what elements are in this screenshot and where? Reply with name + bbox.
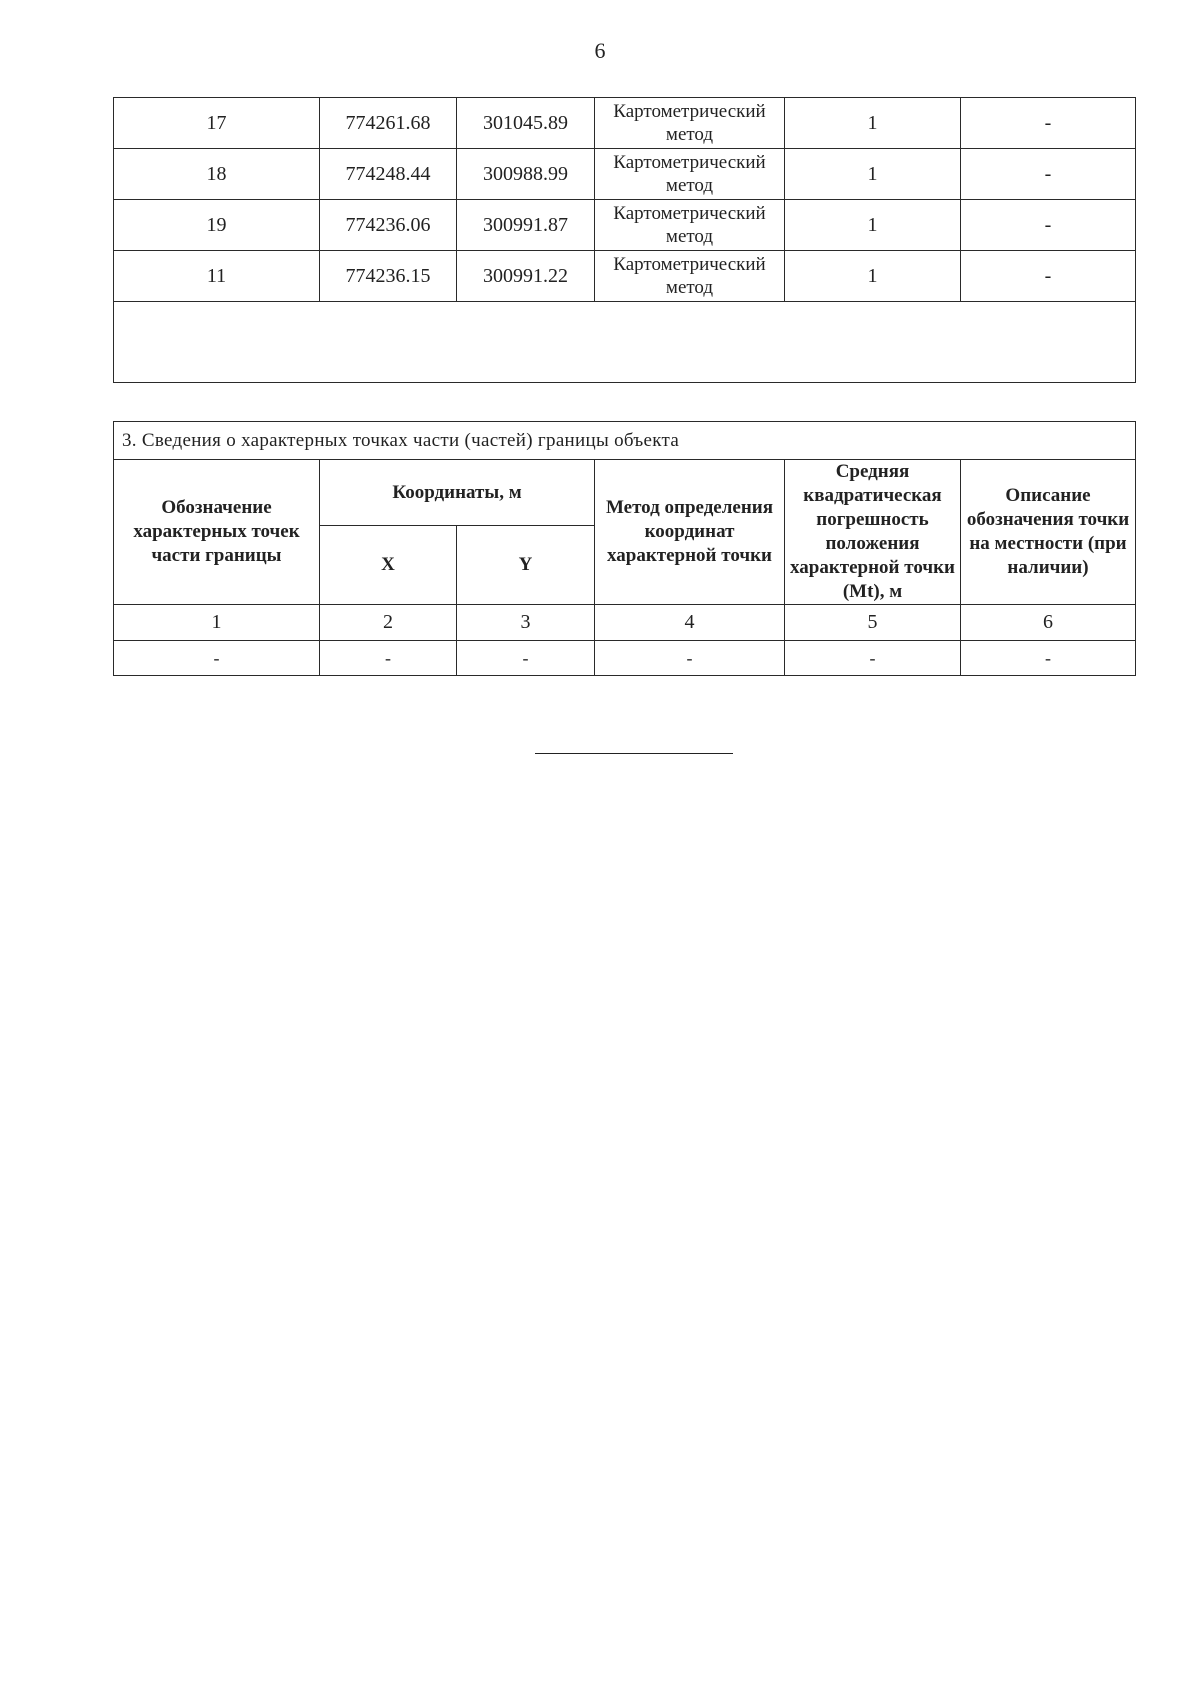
header-description: Описание обозначения точки на местности (при наличии) <box>961 460 1136 605</box>
header-x: X <box>320 526 457 605</box>
point-number: 18 <box>114 149 320 200</box>
header-mt: Средняя квадратическая погрешность положения характерной точки (Mt), м <box>785 460 961 605</box>
table-row <box>114 149 1136 200</box>
header-y: Y <box>457 526 595 605</box>
coord-y: 300988.99 <box>457 149 595 200</box>
empty-value: - <box>320 641 457 676</box>
mt-value: 1 <box>785 251 961 302</box>
coord-y: 301045.89 <box>457 98 595 149</box>
part-boundary-points-table <box>113 421 1136 676</box>
method: Картометрический метод <box>595 98 785 149</box>
column-number: 3 <box>457 605 595 641</box>
method: Картометрический метод <box>595 200 785 251</box>
section-title: 3. Сведения о характерных точках части (частей) границы объекта <box>114 422 1136 460</box>
table-row <box>114 98 1136 149</box>
coord-x: 774248.44 <box>320 149 457 200</box>
coord-y: 300991.87 <box>457 200 595 251</box>
point-number: 17 <box>114 98 320 149</box>
empty-cell <box>114 302 1136 383</box>
column-number: 5 <box>785 605 961 641</box>
description: - <box>961 251 1136 302</box>
method: Картометрический метод <box>595 251 785 302</box>
method: Картометрический метод <box>595 149 785 200</box>
empty-value: - <box>457 641 595 676</box>
empty-value: - <box>114 641 320 676</box>
description: - <box>961 200 1136 251</box>
mt-value: 1 <box>785 149 961 200</box>
header-method: Метод определения координат характерной точки <box>595 460 785 605</box>
page-number: 6 <box>594 38 606 63</box>
mt-value: 1 <box>785 200 961 251</box>
coord-x: 774236.15 <box>320 251 457 302</box>
boundary-points-table <box>113 97 1136 383</box>
column-number: 4 <box>595 605 785 641</box>
table-row <box>114 641 1136 676</box>
coord-x: 774261.68 <box>320 98 457 149</box>
empty-value: - <box>595 641 785 676</box>
column-number: 1 <box>114 605 320 641</box>
empty-value: - <box>785 641 961 676</box>
point-number: 19 <box>114 200 320 251</box>
description: - <box>961 149 1136 200</box>
empty-table-row <box>114 302 1136 383</box>
column-numbers-row <box>114 605 1136 641</box>
point-number: 11 <box>114 251 320 302</box>
column-number: 6 <box>961 605 1136 641</box>
header-designation: Обозначение характерных точек части границы <box>114 460 320 605</box>
coord-x: 774236.06 <box>320 200 457 251</box>
mt-value: 1 <box>785 98 961 149</box>
table-row <box>114 251 1136 302</box>
description: - <box>961 98 1136 149</box>
table-row <box>114 200 1136 251</box>
coord-y: 300991.22 <box>457 251 595 302</box>
header-coordinates: Координаты, м <box>320 460 595 526</box>
empty-value: - <box>961 641 1136 676</box>
column-number: 2 <box>320 605 457 641</box>
closing-divider <box>535 753 733 754</box>
